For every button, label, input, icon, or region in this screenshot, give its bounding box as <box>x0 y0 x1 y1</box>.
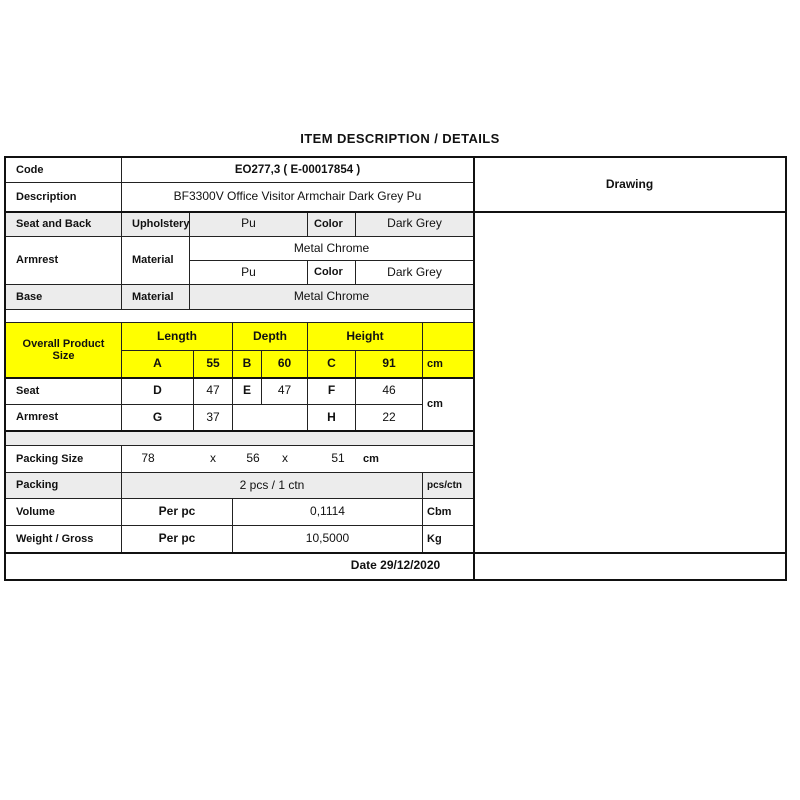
spacer-row-grey <box>6 431 474 446</box>
packing-size-unit: cm <box>363 452 379 465</box>
armrest-color-label: Color <box>308 261 356 285</box>
weight-per: Per pc <box>122 526 233 553</box>
seat-back-material: Pu <box>190 212 308 237</box>
code-label: Code <box>6 158 122 183</box>
size-col-depth: Depth <box>233 323 308 351</box>
divider-spec-drawing <box>473 158 475 579</box>
seat-length-key: D <box>122 378 194 405</box>
overall-height-val: 91 <box>356 351 423 378</box>
seat-back-label: Seat and Back <box>6 212 122 237</box>
overall-length-key: A <box>122 351 194 378</box>
packing-size-label: Packing Size <box>6 446 122 473</box>
seat-back-color-value: Dark Grey <box>356 212 474 237</box>
drawing-header: Drawing <box>474 158 785 212</box>
volume-unit: Cbm <box>423 499 474 526</box>
volume-per: Per pc <box>122 499 233 526</box>
overall-depth-key: B <box>233 351 262 378</box>
armrest-depth-empty <box>233 405 308 431</box>
date-row: Date 29/12/2020 <box>6 553 785 579</box>
packing-sep1: x <box>210 451 216 466</box>
armrest-attr: Material <box>122 237 190 285</box>
description-label: Description <box>6 183 122 212</box>
packing-dim1: 78 <box>141 451 155 466</box>
divider-below-description <box>6 211 785 213</box>
base-attr: Material <box>122 285 190 310</box>
overall-unit: cm <box>423 351 474 378</box>
volume-label: Volume <box>6 499 122 526</box>
packing-unit: pcs/ctn <box>423 473 474 499</box>
code-value: EO277,3 ( E-00017854 ) <box>122 158 474 183</box>
packing-label: Packing <box>6 473 122 499</box>
armrest-material-1: Metal Chrome <box>190 237 474 261</box>
drawing-cell <box>474 212 785 553</box>
packing-sep2: x <box>282 451 288 466</box>
armrest-label: Armrest <box>6 237 122 285</box>
armrest-length-key: G <box>122 405 194 431</box>
packing-value: 2 pcs / 1 ctn <box>122 473 423 499</box>
chair-drawing <box>474 212 785 553</box>
armrest-color-value: Dark Grey <box>356 261 474 285</box>
overall-depth-val: 60 <box>262 351 308 378</box>
seat-depth-key: E <box>233 378 262 405</box>
description-value: BF3300V Office Visitor Armchair Dark Grey Pu <box>122 183 474 212</box>
armrest-length-val: 37 <box>194 405 233 431</box>
seat-length-val: 47 <box>194 378 233 405</box>
page-title: ITEM DESCRIPTION / DETAILS <box>300 131 500 146</box>
item-details-table <box>4 156 787 581</box>
seat-height-key: F <box>308 378 356 405</box>
weight-value: 10,5000 <box>233 526 423 553</box>
base-label: Base <box>6 285 122 310</box>
armrest-height-key: H <box>308 405 356 431</box>
packing-size-value <box>122 446 474 473</box>
size-unit-header <box>423 323 474 351</box>
seat-depth-val: 47 <box>262 378 308 405</box>
divider-below-armrest-size <box>6 430 474 432</box>
packing-dim3: 51 <box>331 451 345 466</box>
divider-above-date <box>6 552 785 554</box>
seat-back-color-label: Color <box>308 212 356 237</box>
weight-label: Weight / Gross <box>6 526 122 553</box>
weight-unit: Kg <box>423 526 474 553</box>
armrest-height-val: 22 <box>356 405 423 431</box>
size-col-length: Length <box>122 323 233 351</box>
armrest-row-label: Armrest <box>6 405 122 431</box>
seat-armrest-unit: cm <box>423 378 474 431</box>
divider-below-size-header <box>6 377 474 379</box>
base-material: Metal Chrome <box>190 285 474 310</box>
armrest-material-2: Pu <box>190 261 308 285</box>
volume-value: 0,1114 <box>233 499 423 526</box>
packing-dim2: 56 <box>246 451 260 466</box>
size-col-height: Height <box>308 323 423 351</box>
seat-height-val: 46 <box>356 378 423 405</box>
overall-size-label: Overall Product Size <box>6 323 122 378</box>
seat-back-attr: Upholstery <box>122 212 190 237</box>
spacer-row <box>6 310 474 323</box>
overall-height-key: C <box>308 351 356 378</box>
seat-row-label: Seat <box>6 378 122 405</box>
overall-length-val: 55 <box>194 351 233 378</box>
